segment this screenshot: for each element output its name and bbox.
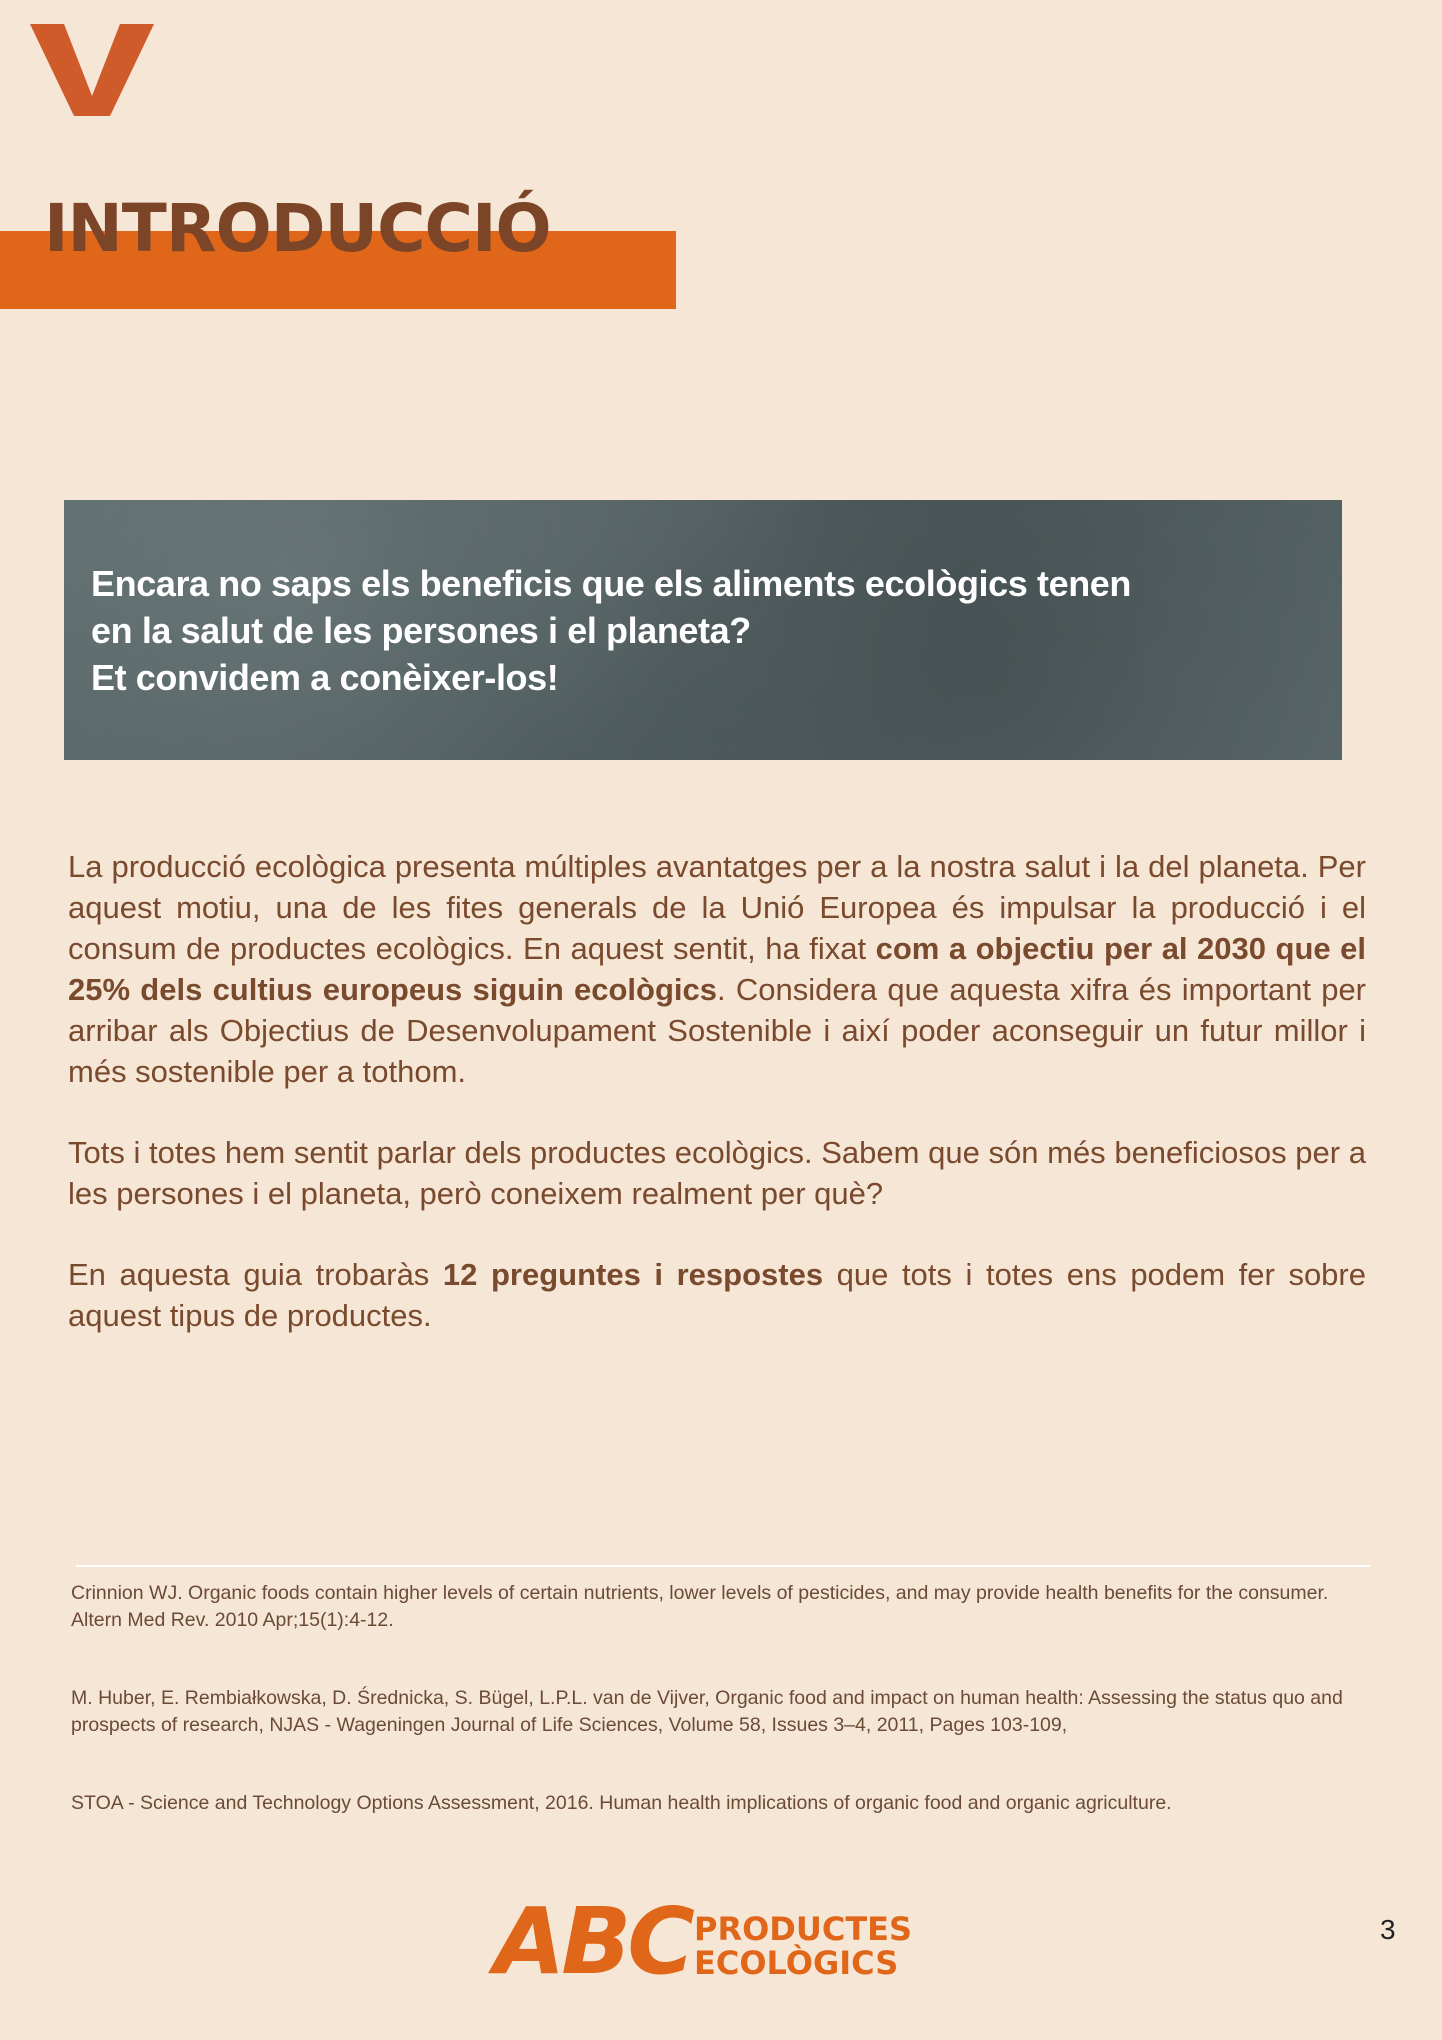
intro-paragraph-2: [68, 1132, 1366, 1214]
reference-item: Crinnion WJ. Organic foods contain higher levels of certain nutrients, lower levels of pesticides, and may provide health benefits for the consumer. Altern Med Rev. 2010 Apr;15(1):4-12.: [71, 1582, 1329, 1631]
paragraph-text: . Considera que aquesta xifra és important per arribar als Objectius de Desenvolupament Sostenible i així poder aconseguir un futur millor i més sostenible per a tothom.: [68, 972, 1367, 1089]
brand-line-1: PRODUCTES: [694, 1910, 913, 1948]
brand-line-2: ECOLÒGICS: [694, 1944, 899, 1982]
intro-paragraph-3: [68, 1254, 1366, 1336]
paragraph-bold-text: 12 preguntes i respostes: [442, 1257, 824, 1292]
page-number: 3: [1380, 1914, 1396, 1945]
paragraph-bold-text: com a objectiu per al 2030 que el 25% dels cultius europeus siguin ecològics: [68, 931, 1366, 1007]
brand-abc: ABC: [494, 1888, 691, 1995]
hero-line: en la salut de les persones i el planeta?: [91, 610, 751, 651]
hero-line: Et convidem a conèixer-los!: [91, 657, 559, 698]
reference-item: STOA - Science and Technology Options Assessment, 2016. Human health implications of organic food and organic agriculture.: [71, 1792, 1172, 1814]
abc-productes-ecologics-logo: [494, 1888, 914, 1995]
intro-paragraph-1: [68, 846, 1366, 1092]
paragraph-text: que tots i totes ens podem fer sobre aquest tipus de productes.: [68, 1257, 1366, 1333]
reference-item: M. Huber, E. Rembiałkowska, D. Średnicka, S. Bügel, L.P.L. van de Vijver, Organic food and impact on human health: Assessing the status quo and prospects of research, NJAS - Wageningen Journal of Life Sciences, Volume 58, Issues 3–4, 2011, Pages 103-109,: [71, 1687, 1343, 1736]
paragraph-text: La producció ecològica presenta múltiples avantatges per a la nostra salut i la del planeta. Per aquest motiu, una de les fites generals de la Unió Europea és impulsar la producció i el consum de productes ecològics. En aquest sentit, ha fixat: [68, 849, 1366, 966]
paragraph-text: Tots i totes hem sentit parlar dels productes ecològics. Sabem que són més beneficiosos per a les persones i el planeta, però coneixem realment per què?: [68, 1135, 1366, 1211]
page-title: INTRODUCCIÓ: [44, 190, 551, 267]
paragraph-text: En aquesta guia trobaràs: [68, 1257, 443, 1292]
v-logo-icon: [30, 24, 154, 116]
references-divider: [76, 1565, 1370, 1567]
hero-banner: [64, 500, 1342, 760]
hero-line: Encara no saps els beneficis que els aliments ecològics tenen: [91, 563, 1132, 604]
